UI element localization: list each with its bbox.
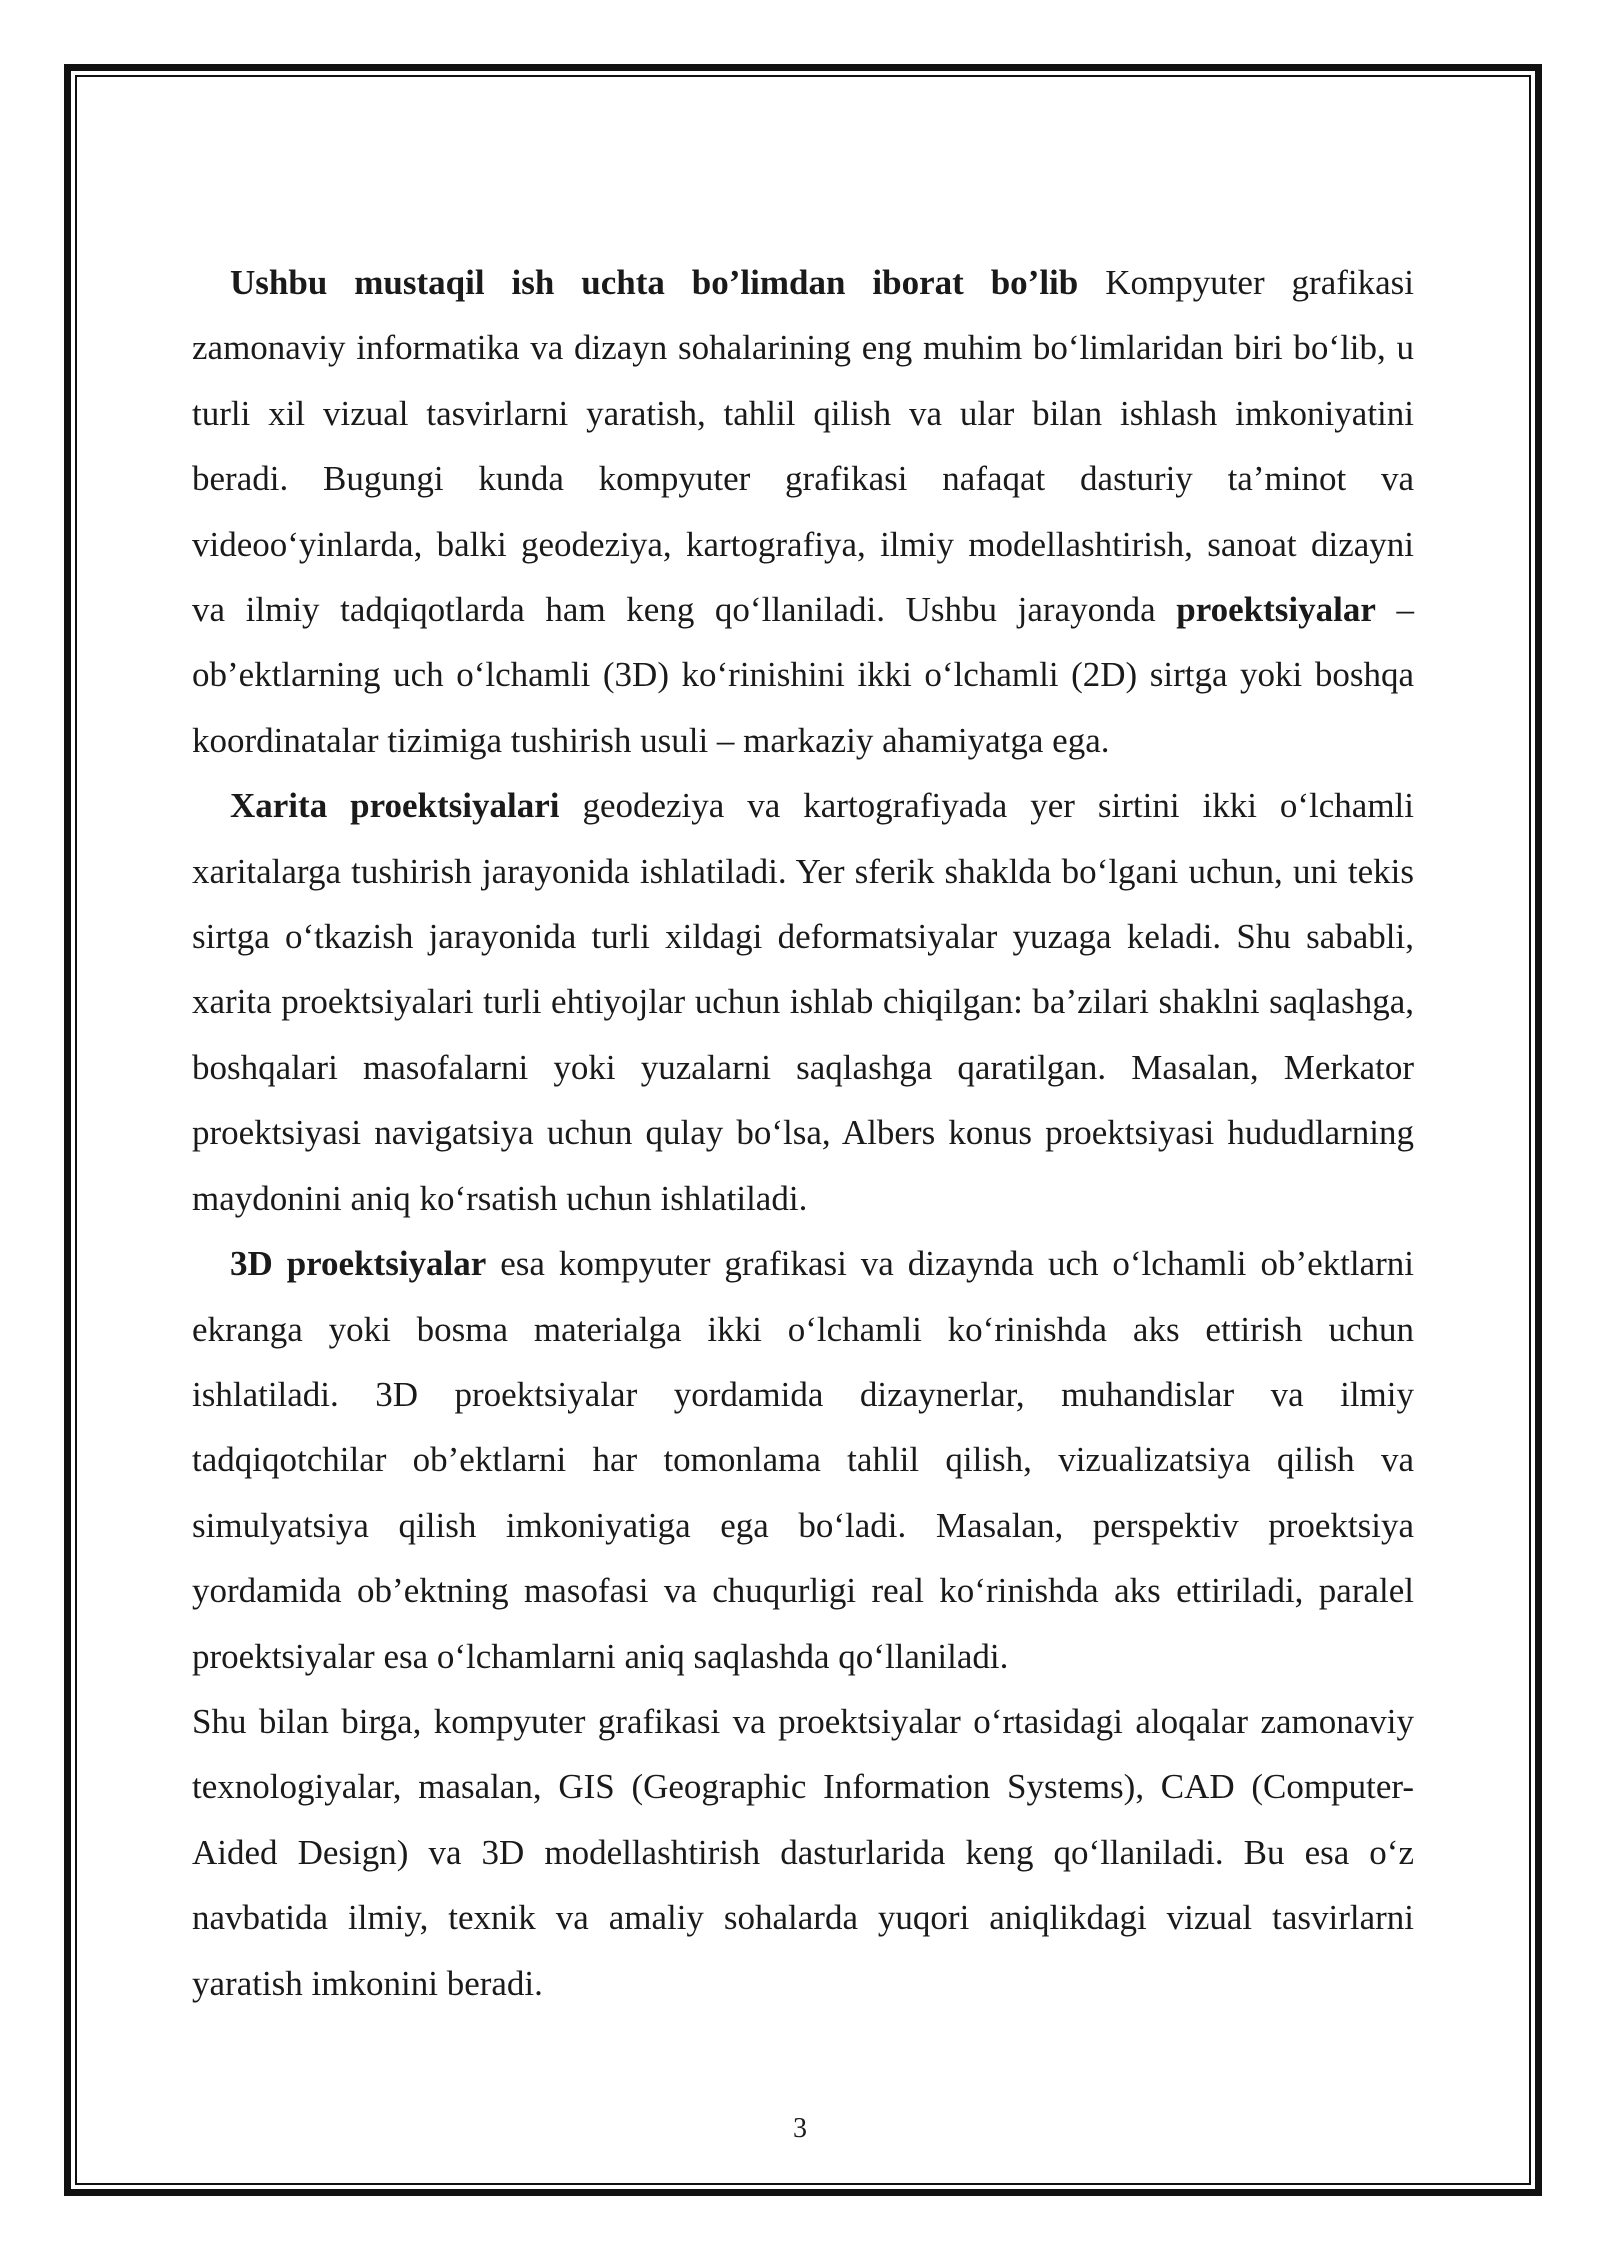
intro-text: Kompyuter grafikasi zamonaviy informatika va dizayn sohalarining eng muhim bo‘limlaridan biri bo‘lib, u turli xil vizual tasvirlarni yaratish, tahlil qilish va ular bilan ishlash imkoniyatini beradi. Bugungi kunda kompyuter grafikasi nafaqat dasturiy ta’minot va videoo‘yinlarda, balki geodeziya, kartografiya, ilmiy modellashtirish, sanoat dizayni va ilmiy tadqiqotlarda ham keng qo‘llaniladi. Ushbu jarayonda: [192, 263, 1414, 630]
page-number: 3: [793, 2113, 807, 2144]
map-projections-text: geodeziya va kartografiyada yer sirtini ikki o‘lchamli xaritalarga tushirish jarayonida ishlatiladi. Yer sferik shaklda bo‘lgani uchun, uni tekis sirtga o‘tkazish jarayonida turli xildagi deformatsiyalar yuzaga keladi. Shu sababli, xarita proektsiyalari turli ehtiyojlar uchun ishlab chiqilgan: ba’zilari shaklni saqlashga, boshqalari masofalarni yoki yuzalarni saqlashga qaratilgan. Masalan, Merkator proektsiyasi navigatsiya uchun qulay bo‘lsa, Albers konus proektsiyasi hududlarning maydonini aniq ko‘rsatish uchun ishlatiladi.: [192, 786, 1414, 1218]
intro-text-continued: – ob’ektlarning uch o‘lchamli (3D) ko‘rinishini ikki o‘lchamli (2D) sirtga yoki boshqa koordinatalar tizimiga tushirish usuli – markaziy ahamiyatga ega.: [192, 590, 1415, 760]
conclusion-text: Shu bilan birga, kompyuter grafikasi va proektsiyalar o‘rtasidagi aloqalar zamonaviy texnologiyalar, masalan, GIS (Geographic Information Systems), CAD (Computer-Aided Design) va 3D modellashtirish dasturlarida keng qo‘llaniladi. Bu esa o‘z navbatida ilmiy, texnik va amaliy sohalarda yuqori aniqlikdagi vizual tasvirlarni yaratish imkonini beradi.: [192, 1701, 1414, 2003]
paragraph-intro: [192, 250, 1414, 773]
term-3d-proektsiyalar: 3D proektsiyalar: [230, 1244, 487, 1284]
3d-projections-text: esa kompyuter grafikasi va dizaynda uch o‘lchamli ob’ektlarni ekranga yoki bosma materialga ikki o‘lchamli ko‘rinishda aks ettirish uchun ishlatiladi. 3D proektsiyalar yordamida dizaynerlar, muhandislar va ilmiy tadqiqotchilar ob’ektlarni har tomonlama tahlil qilish, vizualizatsiya qilish va simulyatsiya qilish imkoniyatiga ega bo‘ladi. Masalan, perspektiv proektsiya yordamida ob’ektning masofasi va chuqurligi real ko‘rinishda aks ettiriladi, paralel proektsiyalar esa o‘lchamlarni aniq saqlashda qo‘llaniladi.: [192, 1244, 1414, 1676]
paragraph-map-projections: [192, 773, 1414, 1231]
paragraph-3d-projections: [192, 1231, 1414, 1689]
term-proektsiyalar: proektsiyalar: [1176, 590, 1376, 630]
intro-lead-bold: Ushbu mustaqil ish uchta bo’limdan iborat bo’lib: [230, 263, 1079, 302]
paragraph-conclusion: [192, 1689, 1414, 2016]
document-body: [192, 250, 1414, 2016]
term-xarita-proektsiyalari: Xarita proektsiyalari: [230, 786, 560, 826]
